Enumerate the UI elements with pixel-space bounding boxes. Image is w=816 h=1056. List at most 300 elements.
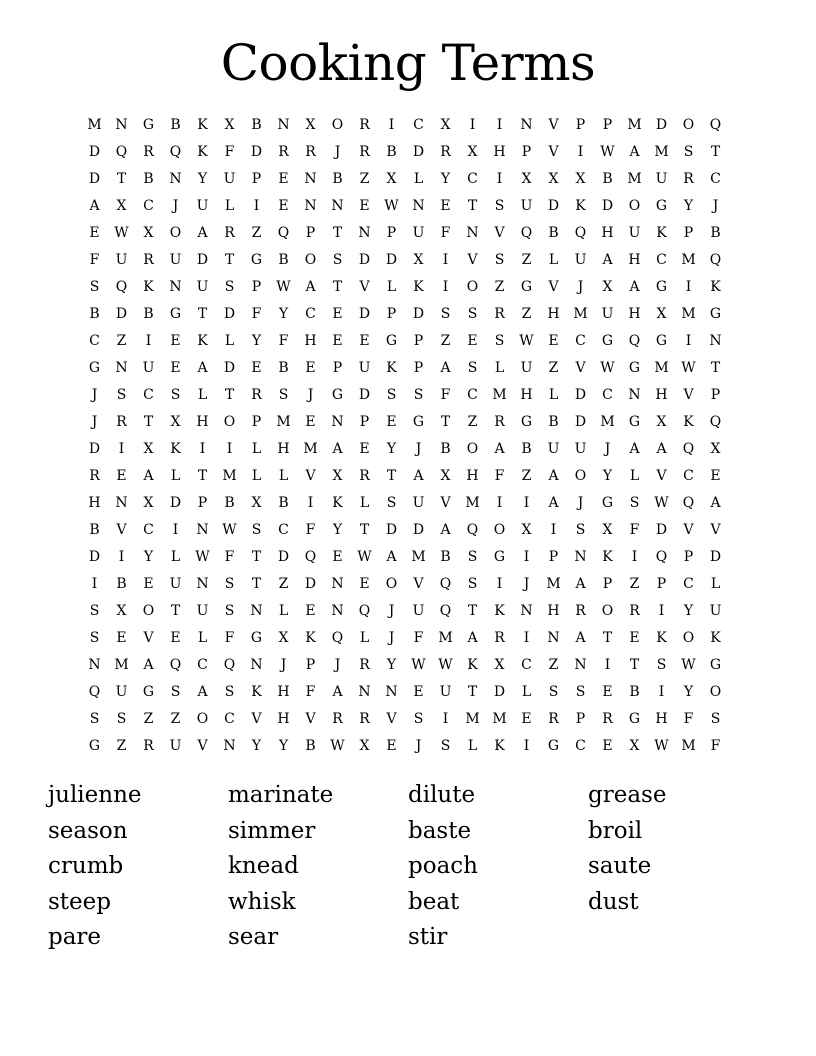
grid-letter: E — [305, 413, 316, 430]
grid-letter: H — [547, 602, 560, 619]
grid-letter: S — [440, 737, 451, 754]
grid-letter: I — [658, 602, 665, 619]
grid-letter: V — [413, 575, 424, 592]
grid-letter: J — [523, 575, 530, 592]
grid-letter: A — [575, 575, 586, 592]
grid-letter: U — [115, 251, 128, 268]
grid-letter: Y — [143, 548, 154, 565]
grid-letter: N — [169, 170, 182, 187]
grid-letter: E — [386, 413, 397, 430]
grid-letter: H — [196, 413, 209, 430]
grid-letter: V — [440, 494, 451, 511]
grid-letter: S — [386, 386, 397, 403]
grid-letter: F — [440, 386, 451, 403]
grid-letter: P — [656, 575, 667, 592]
grid-letter: K — [143, 278, 154, 295]
grid-letter: G — [601, 494, 614, 511]
grid-letter: V — [494, 224, 505, 241]
grid-letter: Y — [602, 467, 613, 484]
grid-letter: V — [305, 710, 316, 727]
grid-letter: K — [197, 116, 208, 133]
grid-letter: G — [628, 413, 641, 430]
grid-letter: E — [278, 197, 289, 214]
grid-letter: T — [332, 224, 343, 241]
grid-letter: W — [654, 494, 669, 511]
grid-letter: R — [440, 143, 451, 160]
grid-letter: Z — [467, 413, 478, 430]
grid-letter: D — [115, 305, 128, 322]
grid-letter: D — [601, 197, 614, 214]
grid-letter: K — [494, 602, 505, 619]
grid-letter: N — [574, 656, 587, 673]
grid-letter: I — [523, 548, 530, 565]
grid-letter: Z — [521, 251, 532, 268]
grid-letter: P — [413, 332, 424, 349]
grid-letter: K — [710, 278, 721, 295]
grid-letter: N — [304, 197, 317, 214]
grid-letter: P — [386, 224, 397, 241]
word-list-item: dust — [588, 888, 639, 915]
grid-letter: E — [440, 197, 451, 214]
grid-letter: F — [305, 683, 316, 700]
grid-letter: L — [224, 197, 235, 214]
grid-letter: I — [577, 143, 584, 160]
grid-letter: Z — [143, 710, 154, 727]
grid-letter: K — [602, 548, 613, 565]
grid-letter: H — [493, 143, 506, 160]
grid-letter: F — [413, 629, 424, 646]
grid-letter: B — [629, 683, 640, 700]
grid-letter: E — [602, 737, 613, 754]
grid-letter: N — [520, 116, 533, 133]
grid-letter: Y — [278, 737, 289, 754]
grid-letter: A — [548, 494, 559, 511]
grid-letter: A — [197, 359, 208, 376]
grid-letter: X — [494, 656, 505, 673]
grid-letter: U — [196, 278, 209, 295]
grid-letter: J — [577, 494, 584, 511]
grid-letter: N — [331, 575, 344, 592]
grid-letter: B — [548, 413, 559, 430]
grid-letter: E — [170, 359, 181, 376]
grid-letter: K — [575, 197, 586, 214]
grid-letter: I — [118, 548, 125, 565]
grid-letter: N — [250, 656, 263, 673]
grid-letter: V — [143, 629, 154, 646]
grid-letter: T — [224, 251, 235, 268]
grid-letter: I — [523, 494, 530, 511]
grid-letter: B — [251, 116, 262, 133]
grid-letter: H — [628, 251, 641, 268]
grid-letter: U — [196, 197, 209, 214]
grid-letter: A — [386, 548, 397, 565]
grid-letter: G — [142, 683, 155, 700]
grid-letter: T — [197, 467, 208, 484]
grid-letter: E — [413, 683, 424, 700]
grid-letter: V — [683, 386, 694, 403]
grid-letter: G — [142, 116, 155, 133]
grid-letter: T — [467, 602, 478, 619]
grid-letter: N — [250, 602, 263, 619]
grid-letter: H — [655, 710, 668, 727]
grid-letter: O — [466, 278, 479, 295]
grid-letter: Y — [251, 737, 262, 754]
grid-letter: U — [169, 737, 182, 754]
grid-letter: E — [521, 710, 532, 727]
grid-letter: D — [574, 386, 587, 403]
grid-letter: V — [548, 278, 559, 295]
grid-letter: V — [656, 467, 667, 484]
grid-letter: X — [548, 170, 559, 187]
grid-letter: C — [602, 386, 613, 403]
grid-letter: F — [224, 143, 235, 160]
grid-letter: J — [334, 656, 341, 673]
grid-letter: F — [494, 467, 505, 484]
grid-letter: V — [305, 467, 316, 484]
grid-letter: T — [602, 629, 613, 646]
grid-letter: V — [359, 278, 370, 295]
grid-letter: C — [197, 656, 208, 673]
grid-letter: S — [89, 278, 100, 295]
grid-letter: H — [547, 305, 560, 322]
grid-letter: Y — [197, 170, 208, 187]
grid-letter: F — [440, 224, 451, 241]
grid-letter: B — [386, 143, 397, 160]
grid-letter: U — [169, 575, 182, 592]
grid-letter: S — [251, 521, 262, 538]
grid-letter: K — [305, 629, 316, 646]
grid-letter: M — [303, 440, 318, 457]
grid-letter: S — [278, 386, 289, 403]
grid-letter: J — [604, 440, 611, 457]
grid-letter: E — [116, 629, 127, 646]
grid-letter: H — [601, 224, 614, 241]
grid-letter: A — [143, 656, 154, 673]
grid-letter: I — [469, 116, 476, 133]
grid-letter: C — [413, 116, 424, 133]
grid-letter: B — [143, 305, 154, 322]
grid-letter: U — [412, 224, 425, 241]
grid-letter: S — [116, 710, 127, 727]
grid-letter: C — [143, 521, 154, 538]
grid-letter: J — [577, 278, 584, 295]
grid-letter: Q — [115, 143, 128, 160]
grid-letter: O — [466, 440, 479, 457]
grid-letter: U — [655, 170, 668, 187]
grid-letter: S — [224, 602, 235, 619]
grid-letter: C — [467, 386, 478, 403]
grid-letter: G — [709, 656, 722, 673]
grid-letter: S — [467, 359, 478, 376]
grid-letter: A — [305, 278, 316, 295]
grid-letter: T — [251, 548, 262, 565]
grid-letter: B — [305, 737, 316, 754]
grid-letter: W — [600, 359, 615, 376]
grid-letter: H — [466, 467, 479, 484]
grid-letter: E — [170, 332, 181, 349]
grid-letter: V — [548, 116, 559, 133]
grid-letter: Z — [278, 575, 289, 592]
grid-letter: L — [251, 440, 262, 457]
grid-letter: X — [116, 602, 127, 619]
grid-letter: M — [573, 305, 588, 322]
grid-letter: I — [496, 494, 503, 511]
grid-letter: P — [548, 548, 559, 565]
grid-letter: U — [412, 494, 425, 511]
word-list-item: steep — [48, 888, 111, 915]
grid-letter: S — [89, 710, 100, 727]
grid-letter: I — [496, 170, 503, 187]
grid-letter: Z — [116, 737, 127, 754]
grid-letter: U — [601, 305, 614, 322]
grid-letter: I — [658, 683, 665, 700]
grid-letter: K — [656, 224, 667, 241]
grid-letter: E — [710, 467, 721, 484]
grid-letter: X — [143, 224, 154, 241]
grid-letter: I — [604, 656, 611, 673]
grid-letter: R — [494, 305, 505, 322]
grid-letter: Q — [88, 683, 101, 700]
grid-letter: P — [305, 656, 316, 673]
grid-letter: G — [250, 629, 263, 646]
word-list-item: crumb — [48, 853, 124, 879]
word-list-item: grease — [588, 782, 667, 808]
grid-letter: T — [224, 386, 235, 403]
grid-letter: W — [276, 278, 291, 295]
grid-letter: C — [683, 467, 694, 484]
grid-letter: X — [629, 737, 640, 754]
grid-letter: M — [87, 116, 102, 133]
grid-letter: U — [520, 359, 533, 376]
grid-letter: X — [170, 413, 181, 430]
grid-letter: T — [440, 413, 451, 430]
grid-letter: H — [628, 305, 641, 322]
grid-letter: R — [116, 413, 127, 430]
grid-letter: J — [712, 197, 719, 214]
grid-letter: Z — [494, 278, 505, 295]
grid-letter: B — [710, 224, 721, 241]
grid-letter: R — [305, 143, 316, 160]
grid-letter: N — [358, 224, 371, 241]
grid-letter: X — [251, 494, 262, 511]
grid-letter: U — [115, 683, 128, 700]
grid-letter: E — [359, 575, 370, 592]
grid-letter: C — [278, 521, 289, 538]
grid-letter: B — [89, 305, 100, 322]
grid-letter: Y — [386, 656, 397, 673]
grid-letter: T — [116, 170, 127, 187]
grid-letter: H — [304, 332, 317, 349]
word-list-item: beat — [408, 888, 460, 915]
grid-letter: W — [600, 143, 615, 160]
grid-letter: A — [548, 467, 559, 484]
grid-letter: C — [710, 170, 721, 187]
grid-letter: X — [143, 494, 154, 511]
grid-letter: L — [521, 683, 532, 700]
page-title: Cooking Terms — [220, 34, 596, 92]
grid-letter: G — [88, 359, 101, 376]
grid-letter: W — [330, 737, 345, 754]
grid-letter: D — [412, 521, 425, 538]
grid-letter: Z — [548, 656, 559, 673]
grid-letter: M — [438, 629, 453, 646]
grid-letter: B — [332, 170, 343, 187]
grid-letter: J — [280, 656, 287, 673]
grid-letter: Z — [440, 332, 451, 349]
grid-letter: N — [412, 197, 425, 214]
grid-letter: C — [683, 575, 694, 592]
grid-letter: R — [143, 737, 154, 754]
grid-letter: X — [710, 440, 721, 457]
grid-letter: U — [439, 683, 452, 700]
grid-letter: V — [710, 521, 721, 538]
grid-letter: P — [683, 224, 694, 241]
grid-letter: I — [199, 440, 206, 457]
grid-letter: R — [251, 386, 262, 403]
grid-letter: A — [332, 683, 343, 700]
grid-letter: N — [574, 548, 587, 565]
grid-letter: O — [142, 602, 155, 619]
grid-letter: R — [278, 143, 289, 160]
grid-letter: W — [222, 521, 237, 538]
grid-letter: S — [467, 575, 478, 592]
grid-letter: F — [629, 521, 640, 538]
grid-letter: L — [197, 386, 208, 403]
grid-letter: A — [413, 467, 424, 484]
grid-letter: N — [547, 629, 560, 646]
grid-letter: U — [547, 440, 560, 457]
grid-letter: V — [683, 521, 694, 538]
grid-letter: D — [385, 251, 398, 268]
grid-letter: V — [386, 710, 397, 727]
grid-letter: S — [170, 683, 181, 700]
grid-letter: R — [143, 251, 154, 268]
grid-letter: L — [710, 575, 721, 592]
grid-letter: G — [655, 197, 668, 214]
grid-letter: S — [656, 656, 667, 673]
grid-letter: J — [91, 386, 98, 403]
grid-letter: N — [304, 170, 317, 187]
grid-letter: R — [359, 143, 370, 160]
grid-letter: O — [331, 116, 344, 133]
grid-letter: E — [332, 332, 343, 349]
grid-letter: I — [226, 440, 233, 457]
grid-letter: F — [278, 332, 289, 349]
word-list-item: saute — [588, 853, 652, 879]
grid-letter: I — [91, 575, 98, 592]
grid-letter: R — [224, 224, 235, 241]
grid-letter: S — [89, 602, 100, 619]
grid-letter: E — [143, 575, 154, 592]
grid-letter: Q — [628, 332, 641, 349]
grid-letter: E — [629, 629, 640, 646]
grid-letter: S — [683, 143, 694, 160]
grid-letter: L — [629, 467, 640, 484]
grid-letter: K — [197, 332, 208, 349]
grid-letter: Q — [358, 602, 371, 619]
grid-letter: S — [710, 710, 721, 727]
grid-letter: E — [332, 548, 343, 565]
grid-letter: U — [169, 251, 182, 268]
grid-letter: R — [683, 170, 694, 187]
grid-letter: P — [413, 359, 424, 376]
grid-letter: N — [196, 521, 209, 538]
grid-letter: H — [277, 683, 290, 700]
grid-letter: X — [656, 305, 667, 322]
grid-letter: V — [197, 737, 208, 754]
grid-letter: F — [89, 251, 100, 268]
grid-letter: I — [685, 278, 692, 295]
grid-letter: I — [523, 629, 530, 646]
grid-letter: I — [307, 494, 314, 511]
grid-letter: P — [575, 116, 586, 133]
grid-letter: A — [440, 521, 451, 538]
grid-letter: X — [332, 467, 343, 484]
grid-letter: B — [89, 521, 100, 538]
grid-letter: L — [251, 467, 262, 484]
grid-letter: S — [413, 710, 424, 727]
word-list-item: julienne — [48, 782, 142, 808]
grid-letter: Z — [548, 359, 559, 376]
grid-letter: W — [519, 332, 534, 349]
grid-letter: T — [332, 278, 343, 295]
grid-letter: S — [494, 332, 505, 349]
grid-letter: B — [143, 170, 154, 187]
grid-letter: E — [116, 467, 127, 484]
grid-letter: X — [521, 170, 532, 187]
grid-letter: O — [223, 413, 236, 430]
grid-letter: U — [142, 359, 155, 376]
grid-letter: Y — [683, 197, 694, 214]
grid-letter: G — [628, 359, 641, 376]
grid-letter: X — [467, 143, 478, 160]
grid-letter: D — [493, 683, 506, 700]
word-list — [48, 778, 768, 956]
grid-letter: I — [442, 251, 449, 268]
grid-letter: I — [550, 521, 557, 538]
grid-letter: I — [253, 197, 260, 214]
grid-letter: B — [170, 116, 181, 133]
grid-letter: G — [655, 332, 668, 349]
grid-letter: T — [197, 305, 208, 322]
grid-letter: T — [386, 467, 397, 484]
grid-letter: Q — [223, 656, 236, 673]
grid-letter: K — [197, 143, 208, 160]
word-list-item: knead — [228, 853, 299, 879]
grid-letter: U — [196, 602, 209, 619]
grid-letter: O — [574, 467, 587, 484]
grid-letter: O — [601, 602, 614, 619]
grid-letter: R — [548, 710, 559, 727]
grid-letter: L — [467, 737, 478, 754]
grid-letter: K — [494, 737, 505, 754]
grid-letter: M — [465, 710, 480, 727]
grid-letter: A — [629, 278, 640, 295]
grid-letter: E — [359, 197, 370, 214]
grid-letter: W — [195, 548, 210, 565]
grid-letter: G — [520, 278, 533, 295]
grid-letter: C — [575, 332, 586, 349]
grid-letter: D — [223, 305, 236, 322]
grid-letter: Y — [440, 170, 451, 187]
grid-letter: X — [602, 521, 613, 538]
grid-letter: X — [440, 467, 451, 484]
grid-letter: J — [388, 629, 395, 646]
grid-letter: M — [627, 170, 642, 187]
grid-letter: A — [467, 629, 478, 646]
grid-letter: P — [305, 224, 316, 241]
grid-letter: W — [357, 548, 372, 565]
